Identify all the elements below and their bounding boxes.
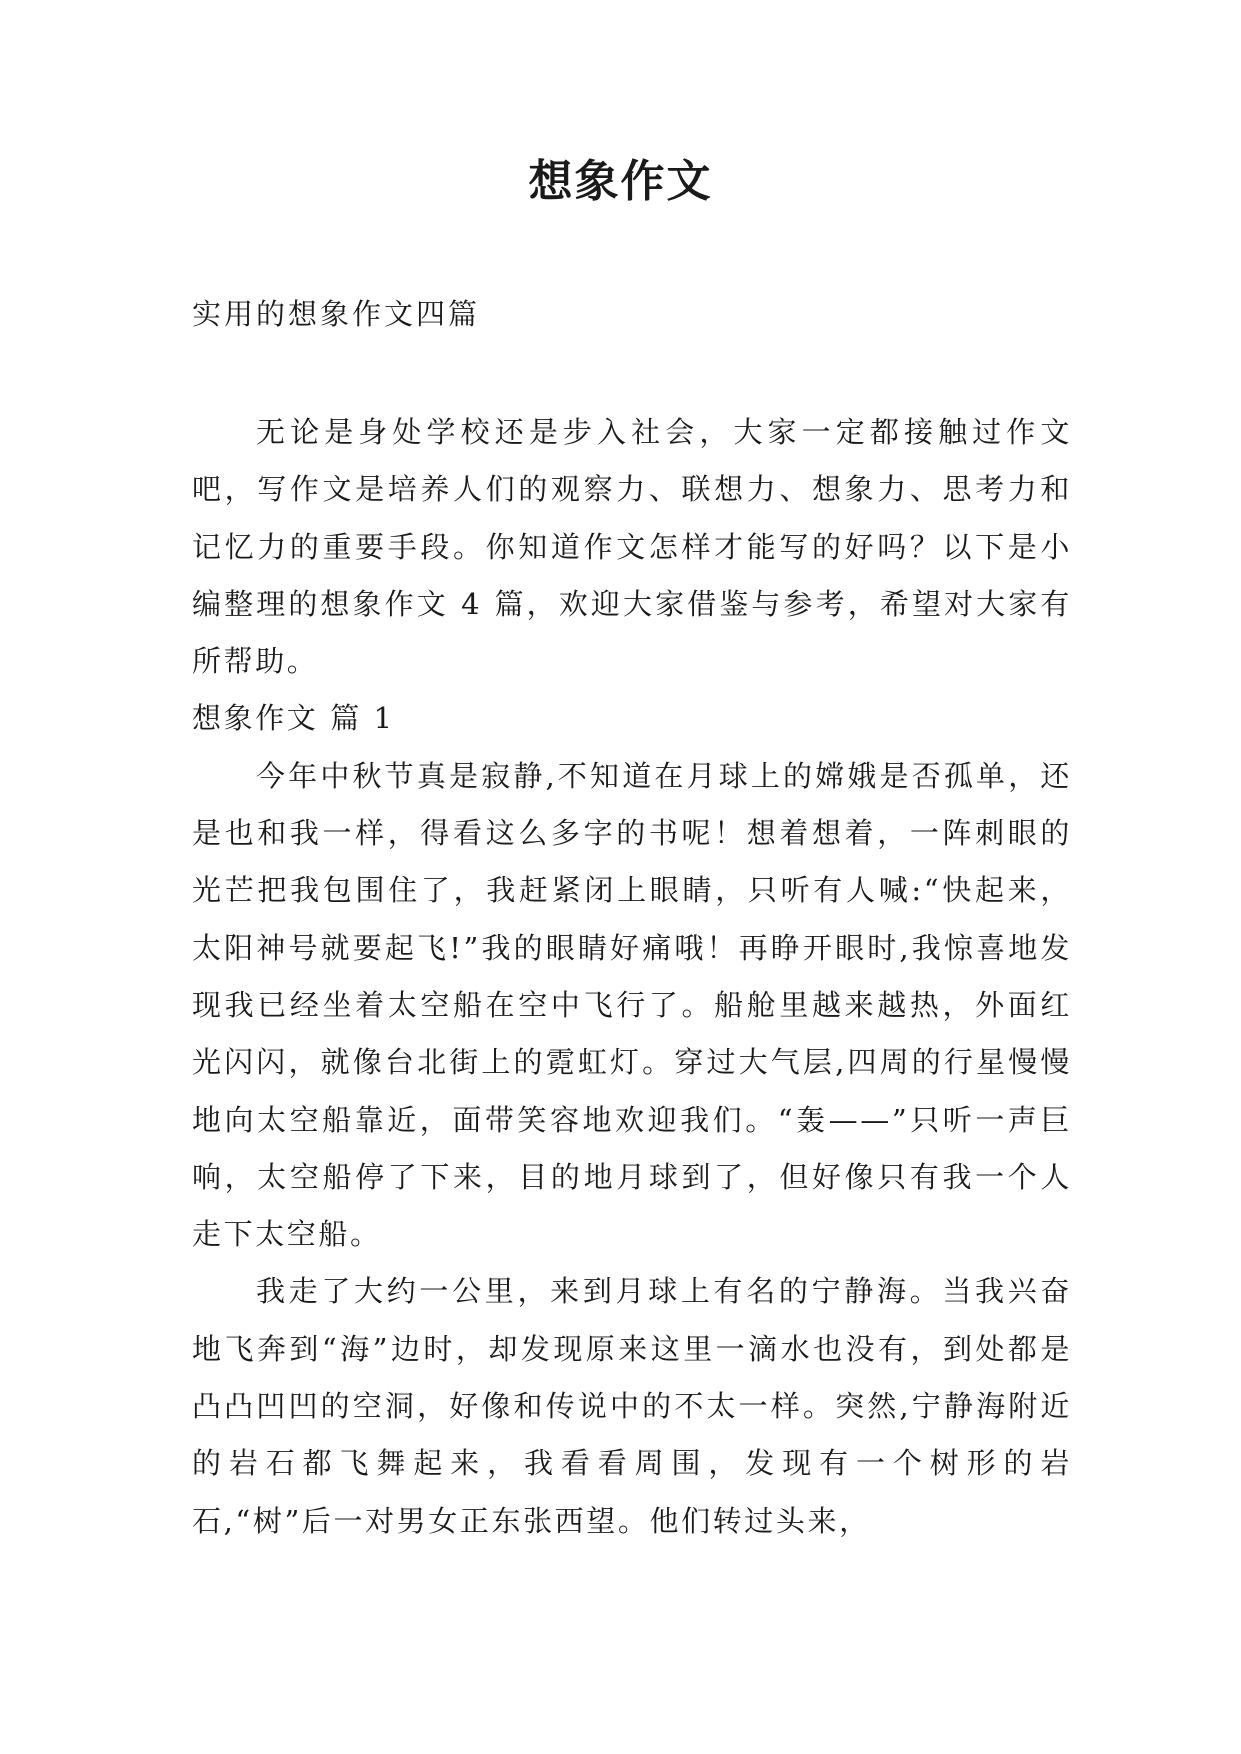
- intro-paragraph: 无论是身处学校还是步入社会，大家一定都接触过作文吧，写作文是培养人们的观察力、联想力、想象力、思考力和记忆力的重要手段。你知道作文怎样才能写的好吗？以下是小编整理的想象作文 4 篇，欢迎大家借鉴与参考，希望对大家有所帮助。: [192, 415, 1072, 679]
- body-paragraph: 我走了大约一公里，来到月球上有名的宁静海。当我兴奋地飞奔到“海”边时，却发现原来这里一滴水也没有，到处都是凸凸凹凹的空洞，好像和传说中的不太一样。突然,宁静海附近的岩石都飞舞起来，我看看周围，发现有一个树形的岩石,“树”后一对男女正东张西望。他们转过头来，: [192, 1274, 1072, 1538]
- document-subtitle: 实用的想象作文四篇: [192, 297, 481, 331]
- body-paragraph: 今年中秋节真是寂静,不知道在月球上的嫦娥是否孤单，还是也和我一样，得看这么多字的书呢！想着想着，一阵刺眼的光芒把我包围住了，我赶紧闭上眼睛，只听有人喊:“快起来，太阳神号就要起飞!”我的眼睛好痛哦！再睁开眼时,我惊喜地发现我已经坐着太空船在空中飞行了。船舱里越来越热，外面红光闪闪，就像台北街上的霓虹灯。穿过大气层,四周的行星慢慢地向太空船靠近，面带笑容地欢迎我们。“轰——”只听一声巨响，太空船停了下来，目的地月球到了，但好像只有我一个人走下太空船。: [192, 758, 1072, 1252]
- section-heading: 想象作文 篇 1: [192, 701, 395, 736]
- document-title: 想象作文: [528, 156, 713, 207]
- document-body: [192, 404, 1072, 1550]
